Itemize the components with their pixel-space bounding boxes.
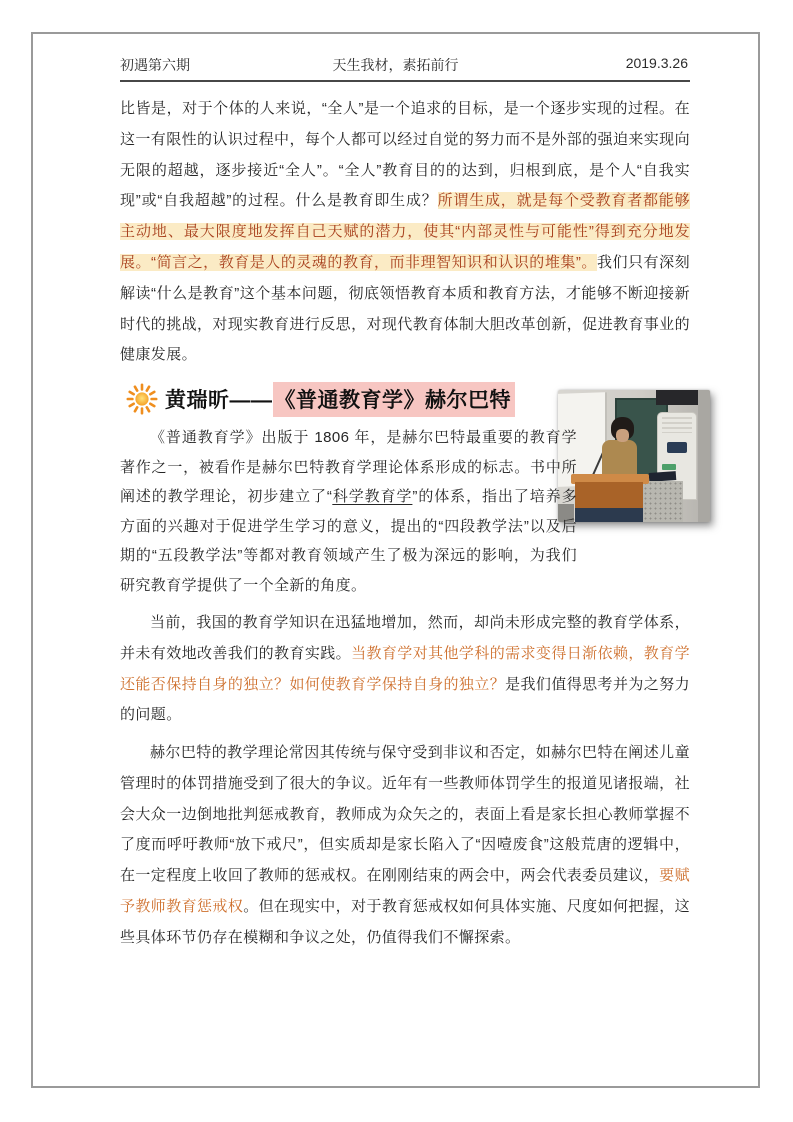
header-motto: 天生我材，素拓前行 xyxy=(332,57,459,73)
paragraph-3 xyxy=(120,608,690,731)
air-conditioner-display xyxy=(667,442,687,453)
equipment-console xyxy=(643,481,683,522)
section-heading xyxy=(126,381,515,417)
air-conditioner-vent xyxy=(662,417,692,433)
sun-icon xyxy=(126,383,158,415)
header-issue: 初遇第六期 xyxy=(120,57,190,73)
paragraph-3-text-after: 是我们值得思考并为之努力的问题。 xyxy=(120,675,690,724)
section-heading-book-title: 《普通教育学》赫尔巴特 xyxy=(273,382,516,417)
paragraph-4-orange-text: 要赋予教师教育惩戒权 xyxy=(120,867,690,915)
air-conditioner-sticker xyxy=(662,464,676,470)
paragraph-1-highlighted-text: 所谓生成，就是每个受教育者都能够主动地、最大限度地发挥自己天赋的潜力，使其“内部灵性与可能性”得到充分地发展。“简言之，教育是人的灵魂的教育，而非理智知识和认识的堆集”。 xyxy=(120,192,690,271)
paragraph-2-text: 《普通教育学》出版于 1806 年，是赫尔巴特最重要的教育学著作之一，被看作是赫尔巴特教育学理论体系形成的标志。书中所阐述的教学理论，初步建立了“ xyxy=(120,429,577,506)
paragraph-1-text: 比皆是，对于个体的人来说，“全人”是一个追求的目标，是一个逐步实现的过程。在这一有限性的认识过程中，每个人都可以经过自觉的努力而不是外部的强迫来实现向无限的超越，逐步接近“全人”。“全人”教育目的的达到，归根到底，是个人“自我实现”或“自我超越”的过程。什么是教育即生成？ xyxy=(120,100,690,210)
header-rule xyxy=(120,80,690,82)
speaker-face xyxy=(616,429,629,442)
paragraph-4 xyxy=(120,738,690,954)
projector xyxy=(656,390,702,405)
header-date: 2019.3.26 xyxy=(625,55,688,71)
paragraph-2 xyxy=(120,423,577,601)
paragraph-2-underlined-term: 科学教育学 xyxy=(332,488,413,506)
document-page xyxy=(31,32,760,1088)
paragraph-1 xyxy=(120,94,690,371)
paragraph-2-text-after: ”的体系，指出了培养多方面的兴趣对于促进学生学习的意义，提出的“四段教学法”以及后期的“五段教学法”等都对教育领域产生了极为深远的影响，为我们研究教育学提供了一个全新的角度。 xyxy=(120,488,577,594)
paragraph-4-text-after: 。但在现实中，对于教育惩戒权如何具体实施、尺度如何把握，这些具体环节仍存在模糊和争议之处，仍值得我们不懈探索。 xyxy=(120,897,690,946)
paragraph-1-text-after: 我们只有深刻解读“什么是教育”这个基本问题，彻底领悟教育本质和教育方法，才能够不断迎接新时代的挑战，对现实教育进行反思，对现代教育体制大胆改革创新，促进教育事业的健康发展。 xyxy=(120,253,691,364)
section-heading-name: 黄瑞昕—— xyxy=(165,389,273,412)
wall-edge xyxy=(698,390,710,522)
paragraph-4-text: 赫尔巴特的教学理论常因其传统与保守受到非议和否定，如赫尔巴特在阐述儿童管理时的体罚措施受到了很大的争议。近年有一些教师体罚学生的报道见诸报端，社会大众一边倒地批判惩戒教育，教师成为众矢之的，表面上看是家长担心教师掌握不了度而呼吁教师“放下戒尺”，但实质却是家长陷入了“因噎废食”这般荒唐的逻辑中，在一定程度上收回了教师的惩戒权。在刚刚结束的两会中，两会代表委员建议， xyxy=(120,744,690,885)
paragraph-3-text: 当前，我国的教育学知识在迅猛地增加，然而，却尚未形成完整的教育学体系，并未有效地改善我们的教育实践。 xyxy=(120,614,690,662)
paragraph-3-orange-text: 当教育学对其他学科的需求变得日渐依赖，教育学还能否保持自身的独立？如何使教育学保持自身的独立？ xyxy=(120,644,690,693)
podium-base xyxy=(575,508,643,522)
speaker-photo xyxy=(558,390,710,522)
